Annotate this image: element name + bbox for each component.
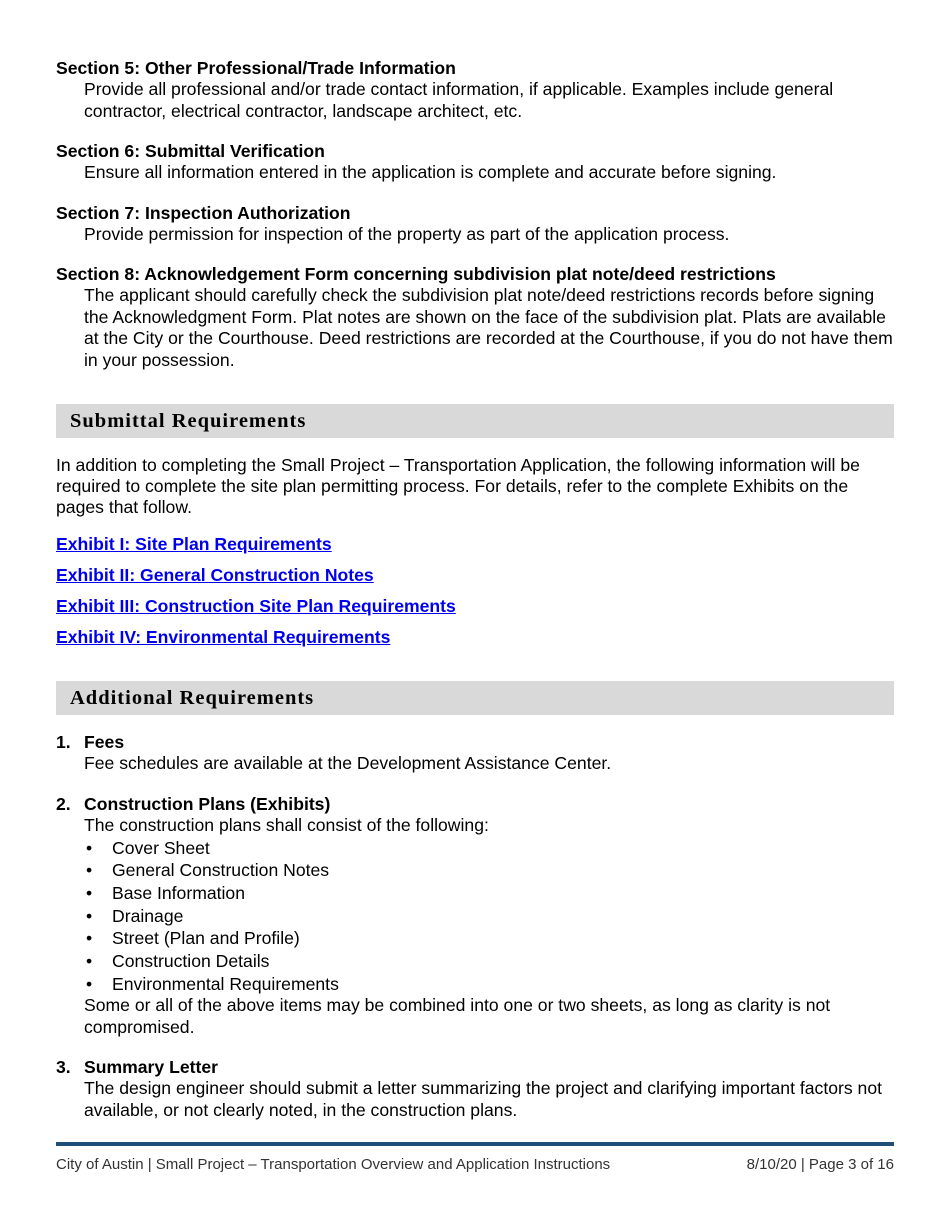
requirement-item-fees: [56, 732, 894, 775]
section-5: [56, 58, 894, 122]
item-intro: The construction plans shall consist of the following:: [84, 815, 489, 835]
item-body: The design engineer should submit a letter summarizing the project and clarifying important factors not available, or not clearly noted, in the construction plans.: [84, 1078, 882, 1120]
section-body: The applicant should carefully check the subdivision plat note/deed restrictions records before signing the Acknowledgment Form. Plat notes are shown on the face of the subdivision plat. Plats are available at the City or the Courthouse. Deed restrictions are recorded at the Courthouse, if you do not have them in your possession.: [84, 285, 893, 370]
banner-heading: Submittal Requirements: [70, 410, 307, 432]
footer-divider: [56, 1142, 894, 1146]
exhibit-iv-link[interactable]: Exhibit IV: Environmental Requirements: [56, 627, 391, 647]
footer-document-title: City of Austin | Small Project – Transportation Overview and Application Instructions: [56, 1156, 611, 1173]
item-title: Fees: [84, 732, 125, 752]
section-7: [56, 203, 894, 246]
submittal-intro: In addition to completing the Small Project – Transportation Application, the following information will be required to complete the site plan permitting process. For details, refer to the complete Exhibits on the pages that follow.: [56, 455, 860, 517]
additional-requirements-banner: [56, 681, 894, 715]
section-body: Ensure all information entered in the application is complete and accurate before signing.: [84, 162, 777, 182]
item-number: 3.: [56, 1057, 71, 1077]
section-8: [56, 264, 894, 371]
section-title: Section 8: Acknowledgement Form concerning subdivision plat note/deed restrictions: [56, 264, 776, 284]
list-item: • Cover Sheet: [84, 837, 894, 860]
section-body: Provide permission for inspection of the property as part of the application process.: [84, 224, 730, 244]
section-title: Section 5: Other Professional/Trade Information: [56, 58, 456, 78]
banner-heading: Additional Requirements: [70, 687, 315, 709]
submittal-requirements-banner: [56, 404, 894, 438]
footer-page-info: 8/10/20 | Page 3 of 16: [746, 1156, 894, 1173]
list-item: • General Construction Notes: [84, 859, 894, 882]
item-body: Fee schedules are available at the Development Assistance Center.: [84, 753, 612, 773]
item-outro: Some or all of the above items may be combined into one or two sheets, as long as clarity is not compromised.: [84, 995, 831, 1037]
item-number: 1.: [56, 732, 71, 752]
exhibit-i-link[interactable]: Exhibit I: Site Plan Requirements: [56, 534, 332, 554]
item-title: Construction Plans (Exhibits): [84, 794, 331, 814]
construction-plan-list: [56, 837, 894, 996]
section-title: Section 7: Inspection Authorization: [56, 203, 351, 223]
section-6: [56, 141, 894, 184]
list-item: • Construction Details: [84, 950, 894, 973]
section-body: Provide all professional and/or trade contact information, if applicable. Examples include general contractor, electrical contractor, landscape architect, etc.: [84, 79, 834, 121]
list-item: • Street (Plan and Profile): [84, 927, 894, 950]
requirement-item-summary-letter: [56, 1057, 894, 1121]
section-title: Section 6: Submittal Verification: [56, 141, 325, 161]
item-title: Summary Letter: [84, 1057, 218, 1077]
requirement-item-construction-plans: [56, 794, 894, 1038]
list-item: • Drainage: [84, 905, 894, 928]
list-item: • Environmental Requirements: [84, 973, 894, 996]
item-number: 2.: [56, 794, 71, 814]
exhibit-iii-link[interactable]: Exhibit III: Construction Site Plan Requirements: [56, 596, 456, 616]
list-item: • Base Information: [84, 882, 894, 905]
exhibit-ii-link[interactable]: Exhibit II: General Construction Notes: [56, 565, 374, 585]
